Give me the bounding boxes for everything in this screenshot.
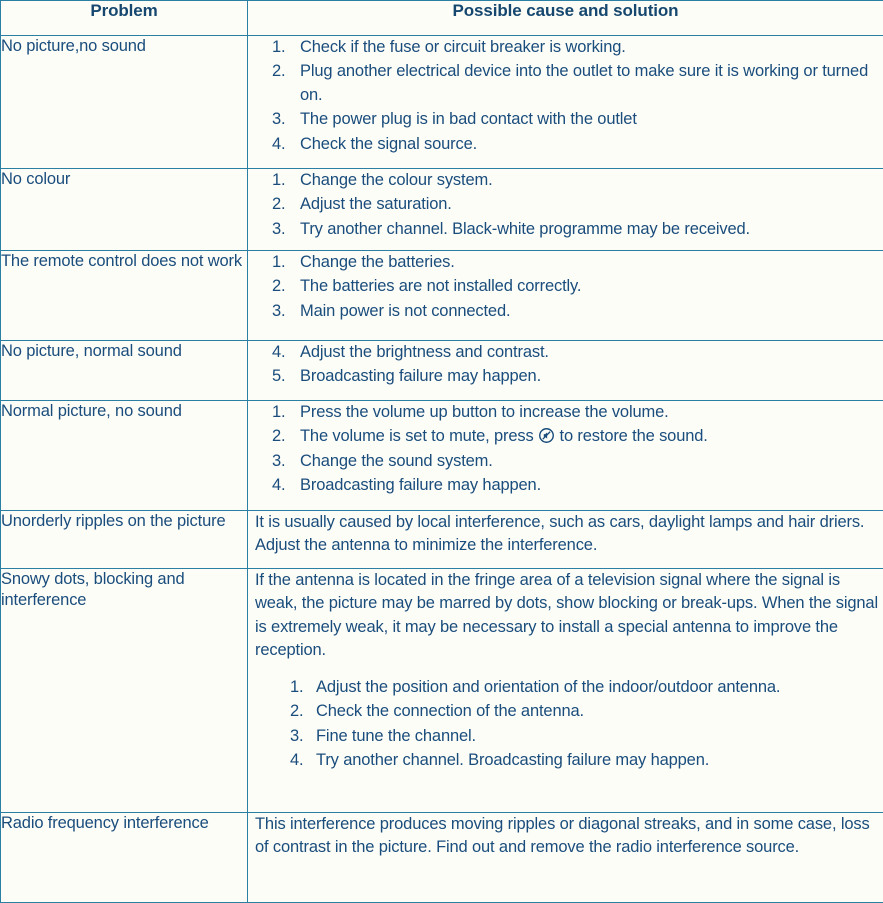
- solution-paragraph: This interference produces moving ripples or diagonal streaks, and in some case, loss of contrast in the picture. Find out and remove the radio interference source.: [248, 813, 883, 860]
- list-item-number: 3.: [248, 218, 300, 241]
- problem-cell: Unorderly ripples on the picture: [1, 511, 248, 569]
- problem-cell: No picture,no sound: [1, 36, 248, 169]
- list-item-number: 1.: [248, 251, 300, 274]
- list-item: [248, 341, 883, 364]
- header-row: [1, 1, 883, 36]
- list-item-text: The power plug is in bad contact with the outlet: [300, 108, 883, 131]
- list-item-number: 1.: [248, 401, 300, 424]
- list-item: [248, 193, 883, 216]
- list-item-text: Adjust the position and orientation of the indoor/outdoor antenna.: [316, 676, 883, 699]
- solution-cell: [248, 511, 883, 569]
- list-item-number: 4.: [248, 749, 316, 772]
- solution-cell: [248, 401, 883, 511]
- table-row: [1, 569, 883, 813]
- list-item-text: Press the volume up button to increase the volume.: [300, 401, 883, 424]
- list-item: [248, 36, 883, 59]
- list-item-text: Check if the fuse or circuit breaker is working.: [300, 36, 883, 59]
- solution-step-list: [248, 341, 883, 389]
- list-item-text: Main power is not connected.: [300, 300, 883, 323]
- table-row: [1, 251, 883, 341]
- table-row: [1, 511, 883, 569]
- solution-cell: [248, 36, 883, 169]
- list-item: [248, 108, 883, 131]
- table-row: [1, 341, 883, 401]
- list-item-number: 2.: [248, 425, 300, 448]
- list-item-text: Try another channel. Broadcasting failure may happen.: [316, 749, 883, 772]
- list-item: [248, 275, 883, 298]
- list-item: [248, 300, 883, 323]
- list-item-number: 3.: [248, 450, 300, 473]
- list-item-text: Check the signal source.: [300, 133, 883, 156]
- list-item-text: Check the connection of the antenna.: [316, 700, 883, 723]
- list-item-number: 3.: [248, 108, 300, 131]
- problem-cell: No colour: [1, 169, 248, 251]
- list-item: [248, 133, 883, 156]
- list-item-number: 1.: [248, 169, 300, 192]
- list-item-number: 2.: [248, 700, 316, 723]
- list-item: [248, 401, 883, 424]
- list-item: [248, 749, 883, 772]
- problem-cell: Radio frequency interference: [1, 813, 248, 903]
- table-row: [1, 36, 883, 169]
- solution-cell: [248, 341, 883, 401]
- list-item-number: 5.: [248, 365, 300, 388]
- list-item-text: Change the batteries.: [300, 251, 883, 274]
- column-header-problem: Problem: [1, 1, 248, 36]
- list-item: [248, 169, 883, 192]
- solution-cell: [248, 251, 883, 341]
- list-item: [248, 218, 883, 241]
- list-item-text: Broadcasting failure may happen.: [300, 365, 883, 388]
- table-body: [1, 36, 883, 903]
- table-header: [1, 1, 883, 36]
- list-item-text: Fine tune the channel.: [316, 725, 883, 748]
- solution-cell: [248, 169, 883, 251]
- solution-step-list: [248, 169, 883, 241]
- solution-step-list: [248, 676, 883, 773]
- list-item-number: 3.: [248, 725, 316, 748]
- solution-paragraph: If the antenna is located in the fringe area of a television signal where the signal is weak, the picture may be marred by dots, show blocking or break-ups. When the signal is extremely weak, it may be necessary to install a special antenna to improve the reception.: [248, 569, 883, 663]
- list-item-text: Broadcasting failure may happen.: [300, 474, 883, 497]
- list-item-text: Change the sound system.: [300, 450, 883, 473]
- list-item-number: 2.: [248, 275, 300, 298]
- solution-cell: [248, 813, 883, 903]
- list-item-number: 3.: [248, 300, 300, 323]
- problem-cell: No picture, normal sound: [1, 341, 248, 401]
- list-item-number: 2.: [248, 60, 300, 83]
- list-item: [248, 365, 883, 388]
- table-row: [1, 169, 883, 251]
- list-item: [248, 60, 883, 107]
- list-item-text-after-icon: to restore the sound.: [555, 427, 708, 445]
- problem-cell: Normal picture, no sound: [1, 401, 248, 511]
- list-item-text-before-icon: The volume is set to mute, press: [300, 427, 538, 445]
- solution-step-list: [248, 36, 883, 156]
- table-row: [1, 401, 883, 511]
- list-item: [248, 725, 883, 748]
- list-item: [248, 676, 883, 699]
- solution-step-list: [248, 251, 883, 323]
- solution-paragraph: It is usually caused by local interference, such as cars, daylight lamps and hair driers. Adjust the antenna to minimize the interference.: [248, 511, 883, 558]
- column-header-solution: Possible cause and solution: [248, 1, 883, 36]
- list-item: [248, 425, 883, 448]
- problem-cell: The remote control does not work: [1, 251, 248, 341]
- solution-step-list: [248, 401, 883, 498]
- list-item-number: 2.: [248, 193, 300, 216]
- list-item: [248, 474, 883, 497]
- list-item-number: 4.: [248, 341, 300, 364]
- list-item: [248, 450, 883, 473]
- mute-icon: [539, 428, 554, 443]
- list-item-text: Adjust the saturation.: [300, 193, 883, 216]
- list-item: [248, 251, 883, 274]
- list-item: [248, 700, 883, 723]
- list-item-text-with-icon: [300, 425, 883, 448]
- list-item-number: 4.: [248, 133, 300, 156]
- table-row: [1, 813, 883, 903]
- list-item-text: Plug another electrical device into the outlet to make sure it is working or turned on.: [300, 60, 883, 107]
- list-item-number: 1.: [248, 676, 316, 699]
- list-item-text: The batteries are not installed correctly.: [300, 275, 883, 298]
- list-item-text: Try another channel. Black-white programme may be received.: [300, 218, 883, 241]
- list-item-number: 4.: [248, 474, 300, 497]
- list-item-text: Adjust the brightness and contrast.: [300, 341, 883, 364]
- list-item-text: Change the colour system.: [300, 169, 883, 192]
- solution-cell: [248, 569, 883, 813]
- list-item-number: 1.: [248, 36, 300, 59]
- problem-cell: Snowy dots, blocking and interference: [1, 569, 248, 813]
